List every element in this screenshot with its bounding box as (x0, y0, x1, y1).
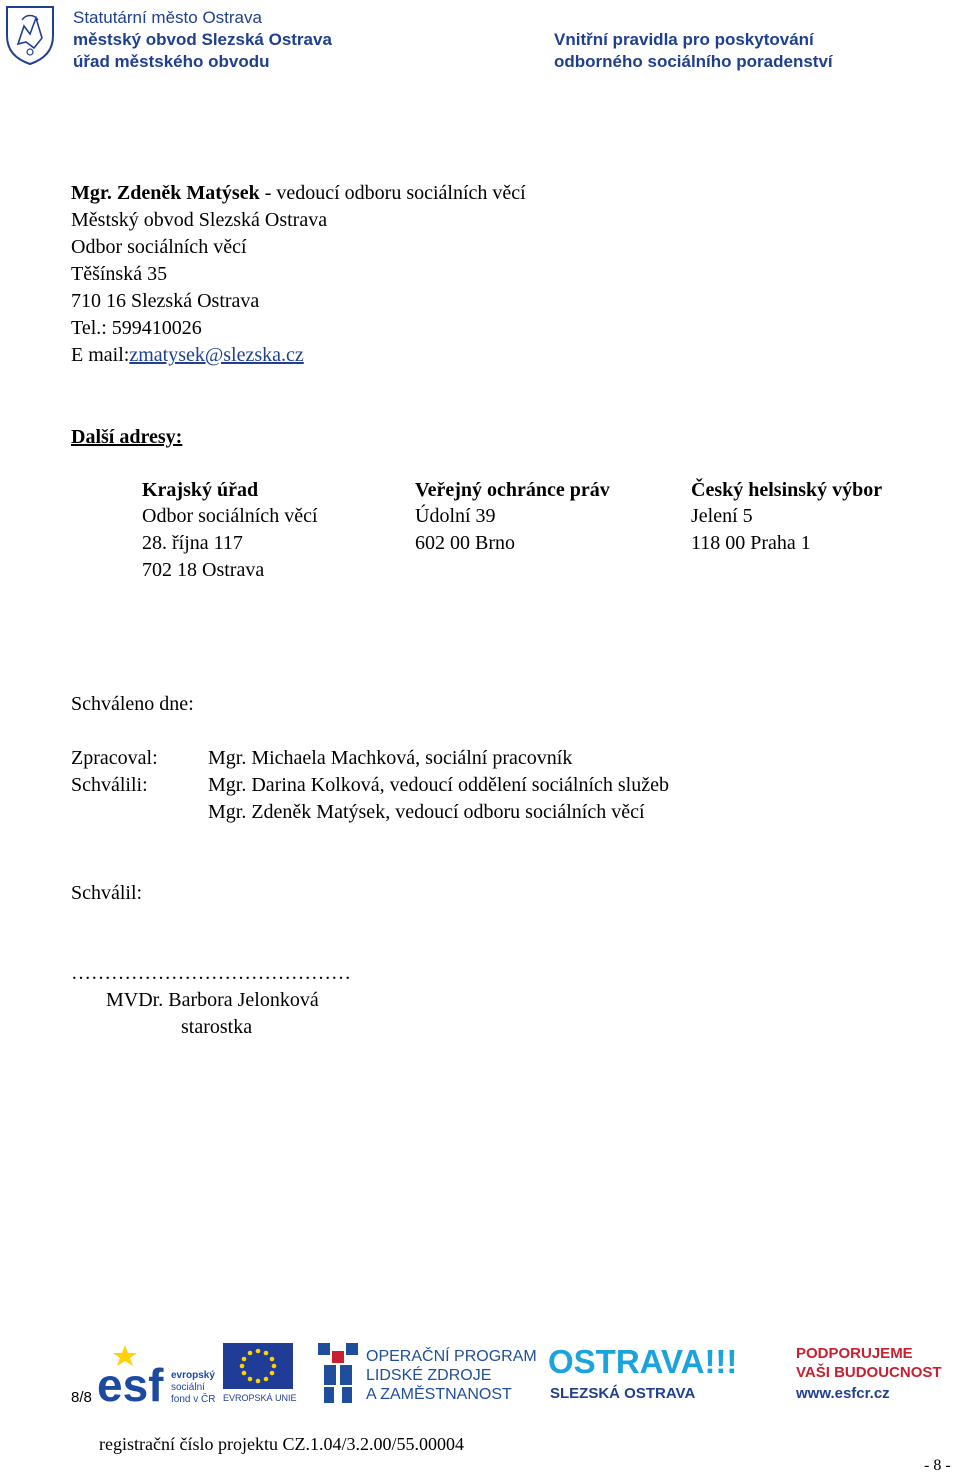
esf-label-2: sociální (171, 1382, 205, 1393)
support-line-2: VAŠI BUDOUCNOST (796, 1364, 942, 1381)
contact-street: Těšínská 35 (71, 263, 168, 285)
op-line-1: OPERAČNÍ PROGRAM (366, 1348, 537, 1365)
support-logo (796, 1345, 956, 1405)
address-col1-line1: Odbor sociálních věcí (142, 505, 318, 527)
contact-office: Městský obvod Slezská Ostrava (71, 209, 328, 231)
eu-logo (223, 1343, 295, 1405)
address-col2-line1: Údolní 39 (415, 505, 496, 527)
contact-city: 710 16 Slezská Ostrava (71, 290, 260, 312)
address-col3-line1: Jelení 5 (691, 505, 753, 527)
approved-by-label: Schválil: (71, 882, 143, 904)
support-line-1: PODPORUJEME (796, 1345, 913, 1362)
signature-dots: …………………………………… (71, 962, 351, 984)
svg-text:esf: esf (97, 1359, 164, 1405)
esf-label-3: fond v ČR (171, 1394, 216, 1405)
page-number: - 8 - (924, 1457, 951, 1474)
approvers-label: Schválili: (71, 774, 148, 796)
contact-email-link[interactable]: zmatysek@slezska.cz (129, 344, 304, 366)
approver-1: Mgr. Darina Kolková, vedoucí oddělení sociálních služeb (208, 774, 669, 796)
eu-flag-icon (223, 1343, 293, 1389)
header-district: městský obvod Slezská Ostrava (73, 30, 332, 49)
prepared-value: Mgr. Michaela Machková, sociální pracovník (208, 747, 573, 769)
signer-name: MVDr. Barbora Jelonková (106, 989, 319, 1011)
support-url: www.esfcr.cz (796, 1385, 890, 1402)
op-logo (318, 1343, 537, 1405)
op-figure-icon (318, 1343, 358, 1403)
contact-name: Mgr. Zdeněk Matýsek (71, 182, 260, 204)
approver-2: Mgr. Zdeněk Matýsek, vedoucí odboru sociálních věcí (208, 801, 645, 823)
ostrava-district: SLEZSKÁ OSTRAVA (550, 1385, 696, 1402)
project-number: registrační číslo projektu CZ.1.04/3.2.00/55.00004 (99, 1434, 464, 1454)
address-col2-line2: 602 00 Brno (415, 532, 515, 554)
header-city: Statutární město Ostrava (73, 8, 262, 27)
address-col2-title: Veřejný ochránce práv (415, 479, 610, 501)
header-doc-title-2: odborného sociálního poradenství (554, 52, 833, 71)
header-office: úřad městského obvodu (73, 52, 270, 71)
ostrava-logo (548, 1343, 773, 1405)
prepared-label: Zpracoval: (71, 747, 158, 769)
approved-date-label: Schváleno dne: (71, 693, 194, 715)
header-doc-title-1: Vnitřní pravidla pro poskytování (554, 30, 814, 49)
signer-role: starostka (181, 1016, 253, 1038)
contact-department: Odbor sociálních věcí (71, 236, 247, 258)
address-col3-title: Český helsinský výbor (691, 479, 883, 501)
esf-label-1: evropský (171, 1370, 215, 1381)
contact-phone: Tel.: 599410026 (71, 317, 202, 339)
address-col1-line2: 28. října 117 (142, 532, 243, 554)
contact-role: - vedoucí odboru sociálních věcí (259, 182, 526, 204)
coat-of-arms-logo (4, 4, 56, 66)
addresses-heading: Další adresy: (71, 426, 183, 448)
address-col1-title: Krajský úřad (142, 479, 259, 501)
ostrava-brand: OSTRAVA!!! (548, 1343, 738, 1380)
esf-star-icon (97, 1343, 167, 1405)
esf-logo (97, 1343, 219, 1405)
address-col3-line2: 118 00 Praha 1 (691, 532, 811, 554)
page-count: 8/8 (71, 1389, 92, 1406)
op-line-3: A ZAMĚSTNANOST (366, 1386, 512, 1403)
contact-email-label: E mail: (71, 344, 130, 366)
contact-name-line (71, 180, 526, 207)
eu-label: EVROPSKÁ UNIE (223, 1393, 297, 1403)
contact-email-line (71, 342, 304, 369)
op-line-2: LIDSKÉ ZDROJE (366, 1367, 492, 1384)
address-col1-line3: 702 18 Ostrava (142, 559, 265, 581)
